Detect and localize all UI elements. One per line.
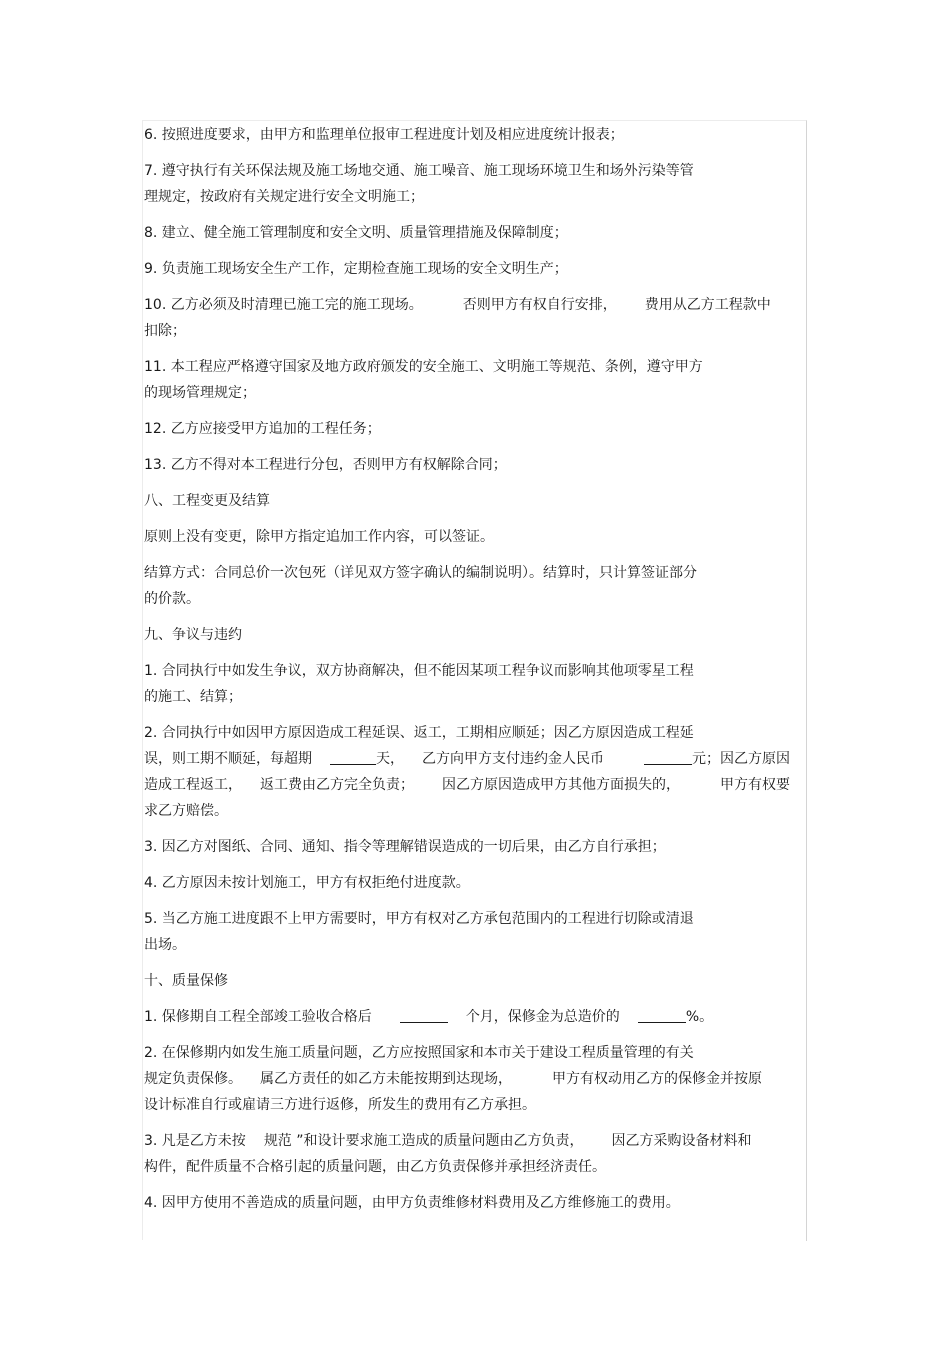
clause-10: 10. 乙方必须及时清理已施工完的施工现场。 否则甲方有权自行安排， 费用从乙方工程款中 扣除；	[144, 297, 771, 339]
section-10-item-4: 4. 因甲方使用不善造成的质量问题，由甲方负责维修材料费用及乙方维修施工的费用。	[144, 1195, 680, 1211]
warranty-months-blank[interactable]	[400, 1008, 448, 1023]
section-10-item-3: 3. 凡是乙方未按 规范 ”和设计要求施工造成的质量问题由乙方负责， 因乙方采购设备材料和 构件，配件质量不合格引起的质量问题，由乙方负责保修并承担经济责任。	[144, 1133, 752, 1175]
section-8-heading: 八、工程变更及结算	[144, 493, 270, 509]
clause-6: 6. 按照进度要求，由甲方和监理单位报审工程进度计划及相应进度统计报表；	[144, 127, 624, 143]
section-9-item-5: 5. 当乙方施工进度跟不上甲方需要时，甲方有权对乙方承包范围内的工程进行切除或清退 出场。	[144, 911, 694, 953]
clause-11: 11. 本工程应严格遵守国家及地方政府颁发的安全施工、文明施工等规范、条例，遵守甲方 的现场管理规定；	[144, 359, 703, 401]
overdue-days-blank[interactable]	[330, 750, 376, 765]
clause-7: 7. 遵守执行有关环保法规及施工场地交通、施工噪音、施工现场环境卫生和场外污染等管 理规定，按政府有关规定进行安全文明施工；	[144, 163, 694, 205]
section-9-item-3: 3. 因乙方对图纸、合同、通知、指令等理解错误造成的一切后果，由乙方自行承担；	[144, 839, 666, 855]
clause-13: 13. 乙方不得对本工程进行分包，否则甲方有权解除合同；	[144, 457, 507, 473]
clause-9: 9. 负责施工现场安全生产工作，定期检查施工现场的安全文明生产；	[144, 261, 568, 277]
section-8-change: 原则上没有变更，除甲方指定追加工作内容，可以签证。	[144, 529, 494, 545]
clause-12: 12. 乙方应接受甲方追加的工程任务；	[144, 421, 381, 437]
page-frame-left-edge	[142, 120, 143, 1240]
section-9-item-1: 1. 合同执行中如发生争议，双方协商解决，但不能因某项工程争议而影响其他项零星工程 的施工、结算；	[144, 663, 694, 705]
section-9-item-4: 4. 乙方原因未按计划施工，甲方有权拒绝付进度款。	[144, 875, 470, 891]
section-10-item-2: 2. 在保修期内如发生施工质量问题，乙方应按照国家和本市关于建设工程质量管理的有关 规定负责保修。 属乙方责任的如乙方未能按期到达现场， 甲方有权动用乙方的保修金并按原 设计标准自行或雇请三方进行返修，所发生的费用有乙方承担。	[144, 1045, 762, 1113]
contract-text	[144, 122, 804, 1226]
section-10-item-1: 1. 保修期自工程全部竣工验收合格后 个月，保修金为总造价的 %。	[144, 1009, 714, 1025]
section-8-settlement: 结算方式：合同总价一次包死（详见双方签字确认的编制说明）。结算时，只计算签证部分 的价款。	[144, 565, 697, 607]
section-10-heading: 十、质量保修	[144, 973, 228, 989]
warranty-percent-blank[interactable]	[638, 1008, 686, 1023]
clause-8: 8. 建立、健全施工管理制度和安全文明、质量管理措施及保障制度；	[144, 225, 568, 241]
section-9-item-2: 2. 合同执行中如因甲方原因造成工程延误、返工，工期相应顺延；因乙方原因造成工程延 误，则工期不顺延，每超期 天， 乙方向甲方支付违约金人民币 元；因乙方原因 造成工程返工， 返工费由乙方完全负责； 因乙方原因造成甲方其他方面损失的， 甲方有权要 求乙方赔偿。	[144, 725, 790, 819]
section-9-heading: 九、争议与违约	[144, 627, 242, 643]
penalty-amount-blank[interactable]	[644, 750, 692, 765]
